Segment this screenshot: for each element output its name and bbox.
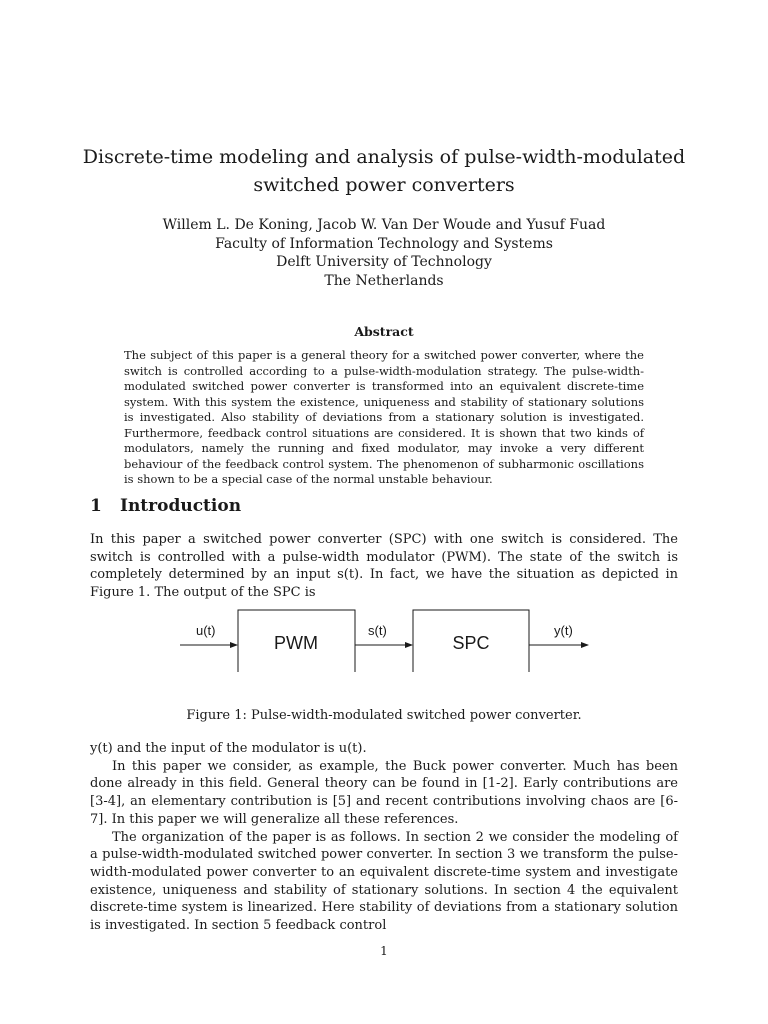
figure-block-diagram: [170, 600, 610, 672]
switch-signal-label: s(t): [368, 623, 387, 638]
affiliation-faculty: Faculty of Information Technology and Systems: [215, 235, 553, 252]
affiliation-country: The Netherlands: [324, 272, 444, 289]
section-title: Introduction: [120, 496, 242, 516]
paragraph-text: In this paper we consider, as example, the Buck power converter. Much has been done already in this field. General theory can be found in [1-2]. Early contributions are [3-4], an elementary contribution is [5] and recent contributions involving chaos are [6-7]. In this paper we will generalize all these references.: [90, 758, 678, 827]
figure-caption: Figure 1: Pulse-width-modulated switched power converter.: [186, 708, 582, 723]
abstract-text: The subject of this paper is a general theory for a switched power converter, where the switch is controlled according to a pulse-width-modulation strategy. The pulse-width-modulated switched power converter is transformed into an equivalent discrete-time system. With this system the existence, uniqueness and stability of stationary solutions is investigated. Also stability of deviations from a stationary solution is investigated. Furthermore, feedback control situations are considered. It is shown that two kinds of modulators, namely the running and fixed modulator, may invoke a very different behaviour of the feedback control system. The phenomenon of subharmonic oscillations is shown to be a special case of the normal unstable behaviour.: [124, 348, 644, 486]
spc-block-label: SPC: [452, 633, 490, 653]
abstract-heading: Abstract: [354, 324, 414, 339]
output-signal-label: y(t): [554, 623, 573, 638]
paper-title: Discrete-time modeling and analysis of pulse-width-modulated switched power converters: [82, 146, 686, 196]
intro-paragraph: [90, 531, 678, 602]
author-names: Willem L. De Koning, Jacob W. Van Der Woude and Yusuf Fuad: [162, 217, 606, 233]
page-number: 1: [380, 944, 388, 958]
input-signal-label: u(t): [196, 623, 216, 638]
section-heading: [90, 496, 241, 516]
paragraph-text: The organization of the paper is as follows. In section 2 we consider the modeling of a pulse-width-modulated switched power converter. In section 3 we transform the pulse-width-modulated power converter to an equivalent discrete-time system and investigate existence, uniqueness and stability of stationary solutions. In section 4 the equivalent discrete-time system is linearized. Here stability of deviations from a stationary solution is investigated. In section 5 feedback control: [90, 829, 678, 934]
pwm-block-label: PWM: [274, 633, 318, 653]
section-number: 1: [90, 496, 102, 516]
paragraph-text: In this paper a switched power converter (SPC) with one switch is considered. The switch is controlled with a pulse-width modulator (PWM). The state of the switch is completely determined by an input s(t). In fact, we have the situation as depicted in Figure 1. The output of the SPC is: [90, 532, 678, 601]
paragraph-text: y(t) and the input of the modulator is u(t).: [90, 741, 367, 756]
affiliation-university: Delft University of Technology: [276, 254, 492, 270]
body-text: [90, 740, 678, 935]
author-block: [84, 216, 684, 290]
